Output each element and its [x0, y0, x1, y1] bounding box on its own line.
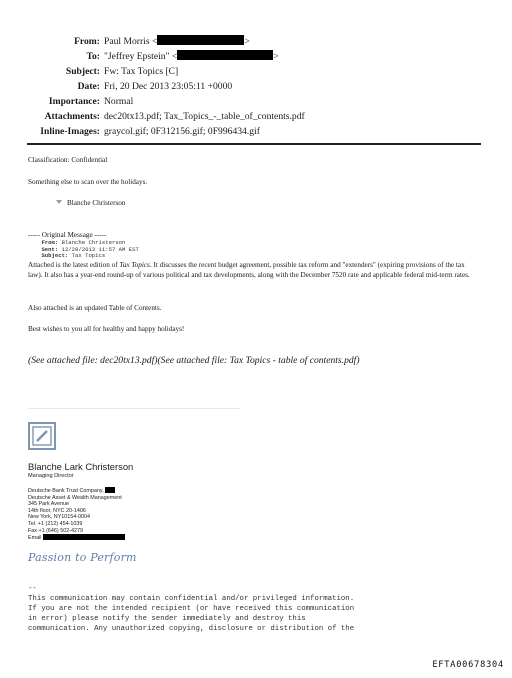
attachments-value[interactable]: dec20tx13.pdf; Tax_Topics_-_table_of_contents.pdf [104, 111, 305, 122]
header-date-row [0, 79, 512, 94]
signature-email: Email [28, 534, 133, 542]
redaction-bar [105, 487, 115, 493]
signature-address-1: 345 Park Avenue [28, 501, 69, 508]
disclaimer-line-3: in error) please notify the sender immediately and destroy this [28, 615, 306, 623]
tagline: Passion to Perform [28, 551, 137, 564]
from-label: From: [74, 36, 100, 47]
date-label: Date: [77, 81, 100, 92]
classification-line: Classification: Confidential [28, 156, 108, 164]
signature-title: Managing Director [28, 473, 74, 479]
redaction-bar [43, 534, 125, 540]
sender-name: Blanche Christerson [67, 199, 126, 207]
disclaimer-line-4: communication. Any unauthorized copying, disclosure or distribution of the [28, 625, 355, 633]
importance-label: Importance: [48, 96, 100, 107]
orig-subject-line: Subject: Tax Topics [41, 252, 106, 259]
header-from-row [0, 34, 512, 49]
signature-fax: Fax +1 (646) 502-4279 [28, 527, 83, 534]
redaction-bar [177, 50, 273, 60]
to-value: "Jeffrey Epstein" < > [104, 51, 279, 62]
attachments-label: Attachments: [44, 111, 100, 122]
attached-files-note[interactable]: (See attached file: dec20tx13.pdf)(See attached file: Tax Topics - table of contents.pdf) [28, 355, 360, 366]
paragraph-2: Also attached is an updated Table of Contents. [28, 304, 162, 312]
signature-address-2: 14th floor, NYC 20-1406 [28, 507, 86, 514]
signature-company: Deutsche Bank Trust Company, [28, 487, 133, 495]
disclaimer-line-1: This communication may contain confidential and/or privileged information. [28, 595, 355, 603]
disclaimer-dashes: -- [28, 585, 37, 593]
original-message-divider: ----- Original Message ----- [28, 231, 107, 239]
signature-block [28, 461, 133, 542]
paragraph-3: Best wishes to you all for healthy and happy holidays! [28, 325, 185, 333]
disclaimer [28, 584, 488, 634]
signature-name: Blanche Lark Christerson [28, 461, 134, 472]
from-value: Paul Morris < > [104, 36, 250, 47]
header-to-row [0, 49, 512, 64]
bates-number: EFTA00678304 [432, 660, 504, 670]
triangle-down-icon [56, 200, 62, 204]
sender-line [56, 199, 126, 209]
deutsche-bank-logo-icon [28, 422, 56, 450]
signature-address-3: New York, NY10154-0004 [28, 514, 91, 521]
intro-line: Something else to scan over the holidays. [28, 178, 148, 186]
slash-square-icon [30, 424, 54, 448]
signature-division: Deutsche Asset & Wealth Management [28, 494, 122, 501]
date-value: Fri, 20 Dec 2013 23:05:11 +0000 [104, 81, 233, 92]
header-attachments-row [0, 109, 512, 124]
subject-value: Fw: Tax Topics [C] [104, 66, 179, 77]
header-importance-row [0, 94, 512, 109]
redaction-bar [157, 35, 244, 45]
paragraph-1: Attached is the latest edition of Tax Topics. It discusses the recent budget agreement, possible tax reform and "extenders" (expiring provisions of the tax law). It also has a year-end round-up of various political and tax developments, along with the December 7520 rate and applicable federal mid-term rates. [28, 261, 470, 279]
header-subject-row [0, 64, 512, 79]
importance-value: Normal [104, 96, 134, 107]
header-inline-images-row [0, 124, 512, 139]
to-label: To: [86, 51, 100, 62]
signature-tel: Tel. +1 (212) 454-1039 [28, 520, 83, 527]
orig-from-line: From: Blanche Christerson [41, 239, 126, 246]
signature-separator [28, 408, 240, 409]
inline-images-value: graycol.gif; 0F312156.gif; 0F996434.gif [104, 126, 260, 137]
inline-images-label: Inline-Images: [40, 126, 100, 137]
disclaimer-line-2: If you are not the intended recipient (or have received this communication [28, 605, 355, 613]
header-divider [27, 143, 481, 145]
signature-details [28, 487, 133, 542]
subject-label: Subject: [65, 66, 100, 77]
email-header [0, 34, 512, 139]
orig-sent-line: Sent: 12/20/2013 11:57 AM EST [41, 245, 139, 253]
